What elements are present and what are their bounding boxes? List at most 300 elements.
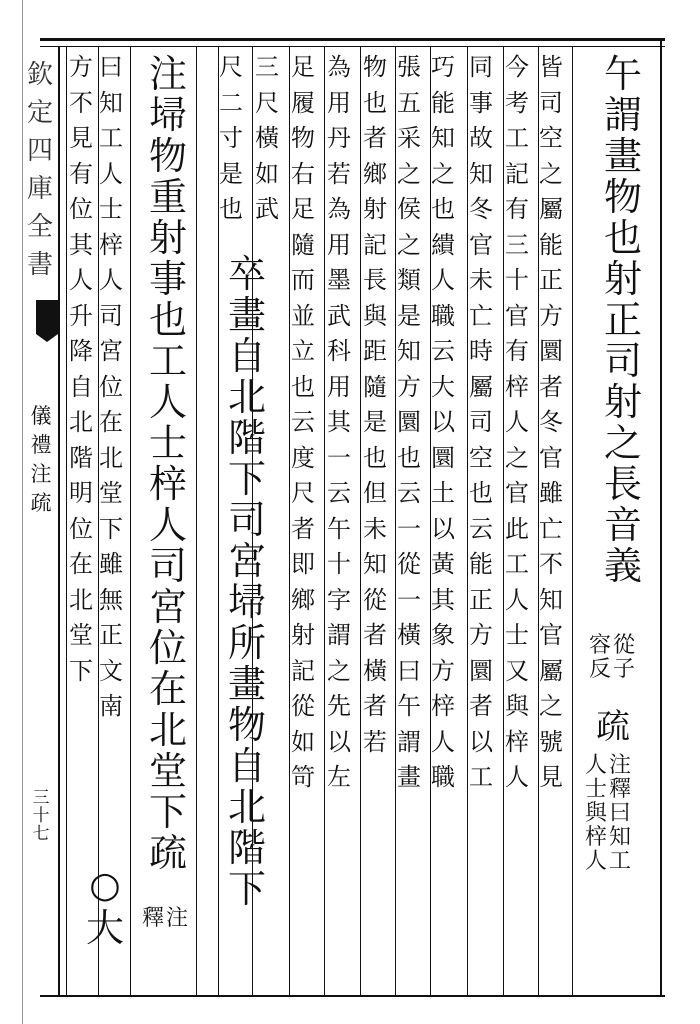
glyph: 降	[69, 337, 93, 365]
glyph: 文	[99, 656, 123, 685]
glyph: 堂	[69, 621, 93, 649]
glyph: 云	[431, 337, 455, 365]
glyph: 自	[227, 334, 266, 378]
glyph: 左	[327, 763, 351, 791]
column-rule	[430, 47, 431, 995]
glyph: 五	[397, 88, 421, 117]
glyph: 梓	[148, 462, 187, 506]
glyph: 之	[539, 159, 563, 188]
glyph: 考	[505, 88, 529, 117]
glyph: 釋	[608, 777, 631, 802]
glyph: 明	[69, 479, 93, 507]
glyph: 曰	[608, 801, 631, 826]
glyph: 又	[505, 656, 529, 685]
glyph: 方	[431, 656, 455, 685]
glyph: 謂	[327, 621, 351, 649]
glyph: 冬	[469, 195, 493, 223]
glyph: 故	[469, 124, 493, 152]
glyph: 人	[431, 727, 455, 756]
glyph: 號	[539, 727, 563, 756]
glyph: 宮	[99, 337, 123, 365]
glyph: 見	[69, 124, 93, 152]
glyph: 在	[148, 667, 187, 711]
glyph: 云	[291, 408, 315, 436]
column-rule	[289, 47, 290, 995]
glyph: 類	[397, 266, 421, 294]
glyph: 用	[327, 372, 351, 401]
glyph: 二	[219, 88, 243, 117]
glyph: 北	[227, 785, 266, 829]
glyph: 人	[505, 585, 529, 614]
glyph: 謂	[603, 93, 642, 137]
glyph: 注	[608, 753, 631, 778]
glyph: 者	[291, 514, 315, 543]
glyph: 云	[327, 479, 351, 507]
glyph: 北	[69, 585, 93, 614]
glyph: 若	[327, 159, 351, 188]
glyph: 皆	[539, 53, 563, 81]
frame-right-border	[660, 38, 662, 996]
glyph: 字	[327, 585, 351, 614]
glyph: 也	[431, 195, 455, 223]
edge-book-title	[28, 406, 54, 522]
edge-page-number	[28, 790, 54, 844]
glyph: 之	[603, 421, 642, 465]
glyph: 知	[539, 585, 563, 614]
glyph: 空	[469, 443, 493, 472]
glyph: 階	[227, 826, 266, 870]
glyph: 禮	[30, 433, 52, 457]
glyph: 記	[363, 230, 387, 259]
glyph: 事	[148, 257, 187, 301]
glyph: 繢	[431, 230, 455, 259]
text-column-13	[248, 55, 286, 233]
glyph: 巧	[431, 53, 455, 81]
glyph: 士	[99, 195, 123, 223]
glyph: 時	[469, 337, 493, 365]
glyph: 卒	[227, 252, 266, 296]
text-column-19	[62, 55, 100, 694]
frame-bottom-border	[40, 995, 665, 997]
glyph: 射	[603, 380, 642, 424]
glyph: 鄉	[363, 159, 387, 188]
glyph: 右	[291, 159, 315, 188]
glyph: 知	[431, 124, 455, 152]
glyph: 子	[612, 657, 635, 682]
glyph: 十	[505, 266, 529, 294]
glyph: 黃	[431, 550, 455, 578]
glyph: 射	[148, 216, 187, 260]
glyph: 工	[148, 339, 187, 383]
glyph: 謂	[397, 727, 421, 756]
glyph: 也	[363, 88, 387, 117]
glyph: 笴	[291, 763, 315, 791]
glyph: 是	[397, 301, 421, 330]
glyph: 以	[431, 514, 455, 543]
glyph: 者	[363, 124, 387, 152]
glyph: 位	[69, 514, 93, 543]
glyph: 物	[227, 703, 266, 747]
column-rule	[130, 47, 131, 995]
glyph: 物	[603, 175, 642, 219]
glyph: 庫	[26, 174, 53, 204]
glyph: 之	[397, 159, 421, 188]
glyph: 官	[505, 479, 529, 507]
glyph: 官	[469, 230, 493, 259]
glyph: 宮	[148, 585, 187, 629]
glyph: 雖	[539, 479, 563, 507]
glyph: 無	[99, 585, 123, 614]
glyph: 能	[539, 230, 563, 259]
glyph: 事	[469, 88, 493, 117]
glyph: 大	[85, 906, 124, 950]
glyph: 是	[363, 408, 387, 436]
commentary-marker	[590, 707, 636, 751]
glyph: 也	[148, 298, 187, 342]
glyph: 三	[32, 788, 50, 808]
glyph: 履	[291, 88, 315, 117]
glyph: 有	[505, 337, 529, 365]
glyph: 方	[69, 53, 93, 81]
glyph: 武	[255, 195, 279, 223]
glyph: 土	[431, 479, 455, 507]
glyph: 圜	[539, 337, 563, 365]
glyph: 隨	[363, 372, 387, 401]
glyph: 即	[291, 550, 315, 578]
glyph: 一	[327, 443, 351, 472]
glyph: 物	[148, 134, 187, 178]
glyph: 注	[165, 906, 188, 931]
glyph: 人	[99, 266, 123, 294]
section-circle-mark: ○	[89, 865, 121, 906]
glyph: 如	[291, 727, 315, 756]
glyph: 圜	[469, 656, 493, 685]
glyph: 司	[539, 88, 563, 117]
glyph: 采	[397, 124, 421, 152]
glyph: 全	[26, 212, 53, 242]
glyph: 畫	[227, 293, 266, 337]
glyph: 士	[505, 621, 529, 649]
glyph: 者	[469, 692, 493, 720]
glyph: 四	[26, 136, 53, 166]
glyph: 也	[397, 443, 421, 472]
glyph: 人	[431, 266, 455, 294]
glyph: 有	[69, 159, 93, 188]
glyph: 大	[431, 372, 455, 401]
glyph: 升	[69, 301, 93, 330]
glyph: 長	[363, 266, 387, 294]
glyph: 儀	[30, 404, 52, 428]
glyph: 音	[603, 503, 642, 547]
edge-series-title	[26, 62, 54, 290]
glyph: 橫	[255, 124, 279, 152]
glyph: 未	[469, 266, 493, 294]
glyph: 鄉	[291, 585, 315, 614]
glyph: 一	[397, 514, 421, 543]
glyph: 畫	[227, 662, 266, 706]
glyph: 人	[148, 380, 187, 424]
text-column-4	[580, 755, 632, 875]
column-rule	[360, 47, 361, 995]
glyph: 司	[603, 339, 642, 383]
glyph: 如	[255, 159, 279, 188]
glyph: 北	[69, 408, 93, 436]
glyph: 知	[608, 825, 631, 850]
glyph: 位	[69, 195, 93, 223]
glyph: 先	[327, 692, 351, 720]
text-column-20	[82, 865, 128, 950]
glyph: 午	[327, 514, 351, 543]
glyph: 三	[505, 230, 529, 259]
glyph: 梓	[99, 230, 123, 259]
glyph: 之	[539, 692, 563, 720]
glyph: 並	[291, 301, 315, 330]
glyph: 容	[588, 633, 611, 658]
glyph: 七	[32, 824, 50, 844]
column-rule	[503, 47, 504, 995]
text-column-15	[224, 252, 270, 911]
glyph: 科	[327, 337, 351, 365]
glyph: 云	[469, 514, 493, 543]
glyph: 人	[505, 763, 529, 791]
annotation-left	[141, 908, 165, 932]
glyph: 曰	[397, 656, 421, 685]
glyph: 人	[148, 503, 187, 547]
glyph: 位	[148, 626, 187, 670]
column-rule	[196, 47, 197, 995]
glyph: 知	[363, 550, 387, 578]
glyph: 為	[327, 195, 351, 223]
glyph: 在	[69, 550, 93, 578]
glyph: 下	[148, 790, 187, 834]
glyph: 工	[99, 124, 123, 152]
glyph: 足	[291, 195, 315, 223]
column-rule	[66, 47, 67, 995]
column-rule	[467, 47, 468, 995]
glyph: 為	[327, 53, 351, 81]
glyph: 下	[69, 656, 93, 685]
glyph: 之	[505, 443, 529, 472]
glyph: 也	[291, 372, 315, 401]
glyph: 足	[291, 53, 315, 81]
glyph: 官	[539, 621, 563, 649]
column-rule	[98, 47, 99, 995]
glyph: 畫	[603, 134, 642, 178]
glyph: 官	[539, 443, 563, 472]
glyph: 南	[99, 692, 123, 720]
glyph: 反	[588, 657, 611, 682]
glyph: 工	[505, 124, 529, 152]
column-rule	[252, 47, 253, 995]
frame-top-border	[40, 38, 665, 41]
glyph: 北	[148, 708, 187, 752]
glyph: 物	[291, 124, 315, 152]
glyph: 雖	[99, 550, 123, 578]
column-rule	[395, 47, 396, 995]
glyph: 能	[431, 88, 455, 117]
glyph: 欽	[26, 60, 53, 90]
glyph: 冬	[539, 408, 563, 436]
glyph: 其	[327, 408, 351, 436]
glyph: 不	[69, 88, 93, 117]
glyph: 三	[255, 53, 279, 81]
glyph: 以	[327, 727, 351, 756]
column-rule	[572, 47, 573, 995]
glyph: 同	[469, 53, 493, 81]
glyph: 能	[469, 550, 493, 578]
glyph: 人	[505, 408, 529, 436]
glyph: 義	[603, 544, 642, 588]
glyph: 以	[431, 408, 455, 436]
glyph: 注	[30, 462, 52, 486]
glyph: 但	[363, 479, 387, 507]
glyph: 司	[469, 408, 493, 436]
annotation-right	[165, 908, 189, 932]
glyph: 屬	[539, 656, 563, 685]
glyph: 不	[539, 550, 563, 578]
glyph: 梓	[431, 692, 455, 720]
glyph: 埽	[148, 93, 187, 137]
glyph: 知	[397, 337, 421, 365]
glyph: 方	[469, 621, 493, 649]
glyph: 與	[363, 301, 387, 330]
glyph: 其	[431, 585, 455, 614]
glyph: 有	[505, 195, 529, 223]
frame-inner-left-border	[58, 46, 60, 996]
glyph: 人	[584, 753, 607, 778]
glyph: 用	[327, 230, 351, 259]
glyph: 距	[363, 337, 387, 365]
glyph: 尺	[291, 479, 315, 507]
glyph: 寸	[219, 124, 243, 152]
glyph: 司	[227, 498, 266, 542]
glyph: 正	[99, 621, 123, 649]
glyph: 疏	[30, 491, 52, 515]
glyph: 午	[397, 692, 421, 720]
glyph: 工	[608, 849, 631, 874]
glyph: 用	[327, 88, 351, 117]
glyph: 自	[227, 744, 266, 788]
glyph: 射	[363, 195, 387, 223]
glyph: 正	[603, 298, 642, 342]
glyph: 定	[26, 98, 53, 128]
glyph: 下	[99, 514, 123, 543]
annotation-right	[608, 755, 632, 875]
glyph: 階	[69, 443, 93, 472]
glyph: 疏	[148, 831, 187, 875]
glyph: 從	[397, 550, 421, 578]
glyph: 工	[505, 550, 529, 578]
glyph: 從	[363, 585, 387, 614]
glyph: 之	[397, 230, 421, 259]
glyph: 射	[291, 621, 315, 649]
glyph: 射	[603, 257, 642, 301]
glyph: 者	[539, 372, 563, 401]
glyph: 書	[26, 250, 53, 280]
glyph: 其	[69, 230, 93, 259]
glyph: 所	[227, 621, 266, 665]
glyph: 亡	[469, 301, 493, 330]
glyph: 圜	[397, 408, 421, 436]
glyph: 與	[584, 801, 607, 826]
annotation-left	[588, 635, 612, 683]
glyph: 張	[397, 53, 421, 81]
glyph: 士	[584, 777, 607, 802]
glyph: 職	[431, 301, 455, 330]
glyph: 空	[539, 124, 563, 152]
column-rule	[218, 47, 219, 995]
page-edge-line	[22, 0, 23, 1024]
glyph: 人	[99, 159, 123, 188]
glyph: 尺	[219, 53, 243, 81]
glyph: 一	[397, 585, 421, 614]
glyph: 釋	[141, 906, 164, 931]
glyph: 埽	[227, 580, 266, 624]
glyph: 而	[291, 266, 315, 294]
glyph: 也	[469, 479, 493, 507]
glyph: 也	[219, 195, 243, 223]
glyph: 知	[99, 88, 123, 117]
glyph: 墨	[327, 266, 351, 294]
glyph: 官	[505, 301, 529, 330]
glyph: 象	[431, 621, 455, 649]
glyph: 者	[363, 621, 387, 649]
glyph: 也	[603, 216, 642, 260]
annotation-right	[612, 635, 636, 683]
text-column-16	[145, 52, 191, 875]
glyph: 若	[363, 727, 387, 756]
glyph: 者	[363, 692, 387, 720]
text-column-10	[356, 55, 394, 765]
glyph: 工	[469, 763, 493, 791]
column-rule	[538, 47, 539, 995]
glyph: 與	[505, 692, 529, 720]
glyph: 以	[469, 727, 493, 756]
glyph: 士	[148, 421, 187, 465]
glyph: 疏	[596, 707, 630, 747]
glyph: 未	[363, 514, 387, 543]
glyph: 云	[397, 479, 421, 507]
glyph: 正	[539, 266, 563, 294]
glyph: 武	[327, 301, 351, 330]
glyph: 長	[603, 462, 642, 506]
glyph: 橫	[397, 621, 421, 649]
glyph: 今	[505, 53, 529, 81]
glyph: 下	[227, 867, 266, 911]
glyph: 侯	[397, 195, 421, 223]
glyph: 宮	[227, 539, 266, 583]
glyph: 畫	[397, 763, 421, 791]
glyph: 北	[99, 443, 123, 472]
glyph: 人	[69, 266, 93, 294]
fishtail-mark	[36, 300, 58, 334]
glyph: 重	[148, 175, 187, 219]
glyph: 屬	[539, 195, 563, 223]
glyph: 也	[363, 443, 387, 472]
glyph: 自	[69, 372, 93, 401]
glyph: 曰	[99, 53, 123, 81]
glyph: 記	[505, 159, 529, 188]
text-column-17	[137, 908, 189, 932]
glyph: 正	[469, 585, 493, 614]
glyph: 十	[327, 550, 351, 578]
glyph: 職	[431, 763, 455, 791]
glyph: 知	[469, 159, 493, 188]
text-column-11	[320, 55, 358, 801]
glyph: 見	[539, 763, 563, 791]
glyph: 物	[363, 53, 387, 81]
annotation-left	[584, 755, 608, 875]
